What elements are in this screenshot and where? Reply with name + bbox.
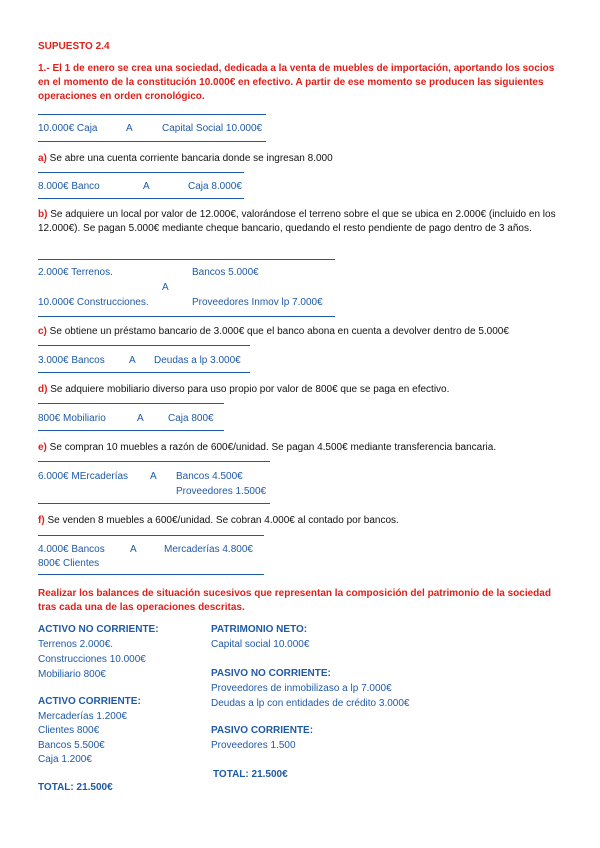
entry-divider bbox=[38, 461, 270, 462]
entry-a-a: A bbox=[143, 181, 150, 192]
entry-divider bbox=[38, 403, 224, 404]
entry-c-debit: 3.000€ Bancos bbox=[38, 355, 105, 366]
balance-item: Clientes 800€ bbox=[38, 725, 100, 736]
operation-c bbox=[38, 325, 509, 338]
entry-divider bbox=[38, 535, 264, 536]
entry-f-debit2: 800€ Clientes bbox=[38, 558, 100, 569]
entry-b-credit1: Bancos 5.000€ bbox=[192, 267, 259, 278]
entry-e-credit1: Bancos 4.500€ bbox=[176, 471, 243, 482]
operation-a bbox=[38, 152, 333, 165]
entry-divider bbox=[38, 430, 224, 431]
intro-paragraph: 1.- El 1 de enero se crea una sociedad, dedicada a la venta de muebles de importación, aportando los socios en el momento de la constitución 10.000€ en efectivo. A partir de ese momento se producen las siguientes operaciones en orden cronológico. bbox=[38, 63, 555, 102]
entry-e-a: A bbox=[150, 471, 157, 482]
entry-e-credit2: Proveedores 1.500€ bbox=[176, 486, 267, 497]
balance-item: Mobiliario 800€ bbox=[38, 669, 106, 680]
entry-b-credit2: Proveedores Inmov lp 7.000€ bbox=[192, 297, 323, 308]
balance-item: Capital social 10.000€ bbox=[211, 639, 310, 650]
operation-text: Se venden 8 muebles a 600€/unidad. Se cobran 4.000€ al contado por bancos. bbox=[44, 515, 399, 526]
entry0-debit: 10.000€ Caja bbox=[38, 123, 98, 134]
operation-text: Se compran 10 muebles a razón de 600€/unidad. Se pagan 4.500€ mediante transferencia bancaria. bbox=[46, 442, 497, 453]
entry-divider bbox=[38, 372, 250, 373]
operation-letter: e) bbox=[38, 442, 47, 453]
question-paragraph: Realizar los balances de situación sucesivos que representan la composición del patrimonio de la sociedad tras cada una de las operaciones descritas. bbox=[38, 588, 551, 613]
entry-b-debit1: 2.000€ Terrenos. bbox=[38, 267, 113, 278]
operation-b bbox=[38, 208, 558, 236]
operation-text: Se obtiene un préstamo bancario de 3.000€ que el banco abona en cuenta a devolver dentro de 5.000€ bbox=[46, 326, 509, 337]
operation-letter: f) bbox=[38, 515, 45, 526]
balance-item: Bancos 5.500€ bbox=[38, 740, 105, 751]
operation-text: Se adquiere un local por valor de 12.000€, valorándose el terreno sobre el que se ubica en 2.000€ (incluido en los 12.000€). Se pagan 5.000€ mediante cheque bancario, quedando el resto pendiente de pago dentro de 3 años. bbox=[38, 209, 556, 234]
balance-item: Terrenos 2.000€. bbox=[38, 639, 114, 650]
operation-letter: b) bbox=[38, 209, 48, 220]
balance-item: Caja 1.200€ bbox=[38, 754, 92, 765]
entry-f-debit1: 4.000€ Bancos bbox=[38, 544, 105, 555]
balance-item: Proveedores 1.500 bbox=[211, 740, 296, 751]
operation-d bbox=[38, 383, 449, 396]
total-activo: TOTAL: 21.500€ bbox=[38, 782, 113, 793]
entry-c-credit: Deudas a lp 3.000€ bbox=[154, 355, 241, 366]
entry-a-debit: 8.000€ Banco bbox=[38, 181, 100, 192]
entry-d-credit: Caja 800€ bbox=[168, 413, 214, 424]
entry-a-credit: Caja 8.000€ bbox=[188, 181, 242, 192]
operation-letter: a) bbox=[38, 153, 47, 164]
activo-corriente-heading: ACTIVO CORRIENTE: bbox=[38, 696, 141, 707]
entry-c-a: A bbox=[129, 355, 136, 366]
pasivo-corriente-heading: PASIVO CORRIENTE: bbox=[211, 725, 314, 736]
entry-b-a: A bbox=[162, 282, 169, 293]
entry-f-a: A bbox=[130, 544, 137, 555]
balance-item: Construcciones 10.000€ bbox=[38, 654, 146, 665]
operation-e bbox=[38, 441, 496, 454]
operation-text: Se adquiere mobiliario diverso para uso propio por valor de 800€ que se paga en efectivo. bbox=[47, 384, 450, 395]
operation-letter: c) bbox=[38, 326, 47, 337]
entry-d-debit: 800€ Mobiliario bbox=[38, 413, 106, 424]
entry-divider bbox=[38, 141, 266, 142]
operation-letter: d) bbox=[38, 384, 48, 395]
activo-no-corriente-heading: ACTIVO NO CORRIENTE: bbox=[38, 624, 159, 635]
entry-divider bbox=[38, 316, 335, 317]
entry-divider bbox=[38, 574, 264, 575]
total-pasivo: TOTAL: 21.500€ bbox=[213, 769, 288, 780]
entry-divider bbox=[38, 503, 270, 504]
entry0-credit: Capital Social 10.000€ bbox=[162, 123, 263, 134]
operation-f bbox=[38, 514, 399, 527]
entry-e-debit: 6.000€ MErcaderías bbox=[38, 471, 129, 482]
entry-b-debit2: 10.000€ Construcciones. bbox=[38, 297, 149, 308]
balance-item: Deudas a lp con entidades de crédito 3.000€ bbox=[211, 698, 410, 709]
pasivo-no-corriente-heading: PASIVO NO CORRIENTE: bbox=[211, 668, 331, 679]
entry0-a: A bbox=[126, 123, 133, 134]
entry-divider bbox=[38, 114, 266, 115]
exercise-title: SUPUESTO 2.4 bbox=[38, 41, 110, 52]
entry-divider bbox=[38, 198, 244, 199]
patrimonio-neto-heading: PATRIMONIO NETO: bbox=[211, 624, 308, 635]
entry-d-a: A bbox=[137, 413, 144, 424]
balance-item: Mercaderías 1.200€ bbox=[38, 711, 127, 722]
entry-divider bbox=[38, 345, 250, 346]
entry-divider bbox=[38, 172, 244, 173]
entry-f-credit1: Mercaderías 4.800€ bbox=[164, 544, 253, 555]
entry-divider bbox=[38, 259, 335, 260]
balance-item: Proveedores de inmobilizaso a lp 7.000€ bbox=[211, 683, 392, 694]
operation-text: Se abre una cuenta corriente bancaria donde se ingresan 8.000 bbox=[46, 153, 333, 164]
